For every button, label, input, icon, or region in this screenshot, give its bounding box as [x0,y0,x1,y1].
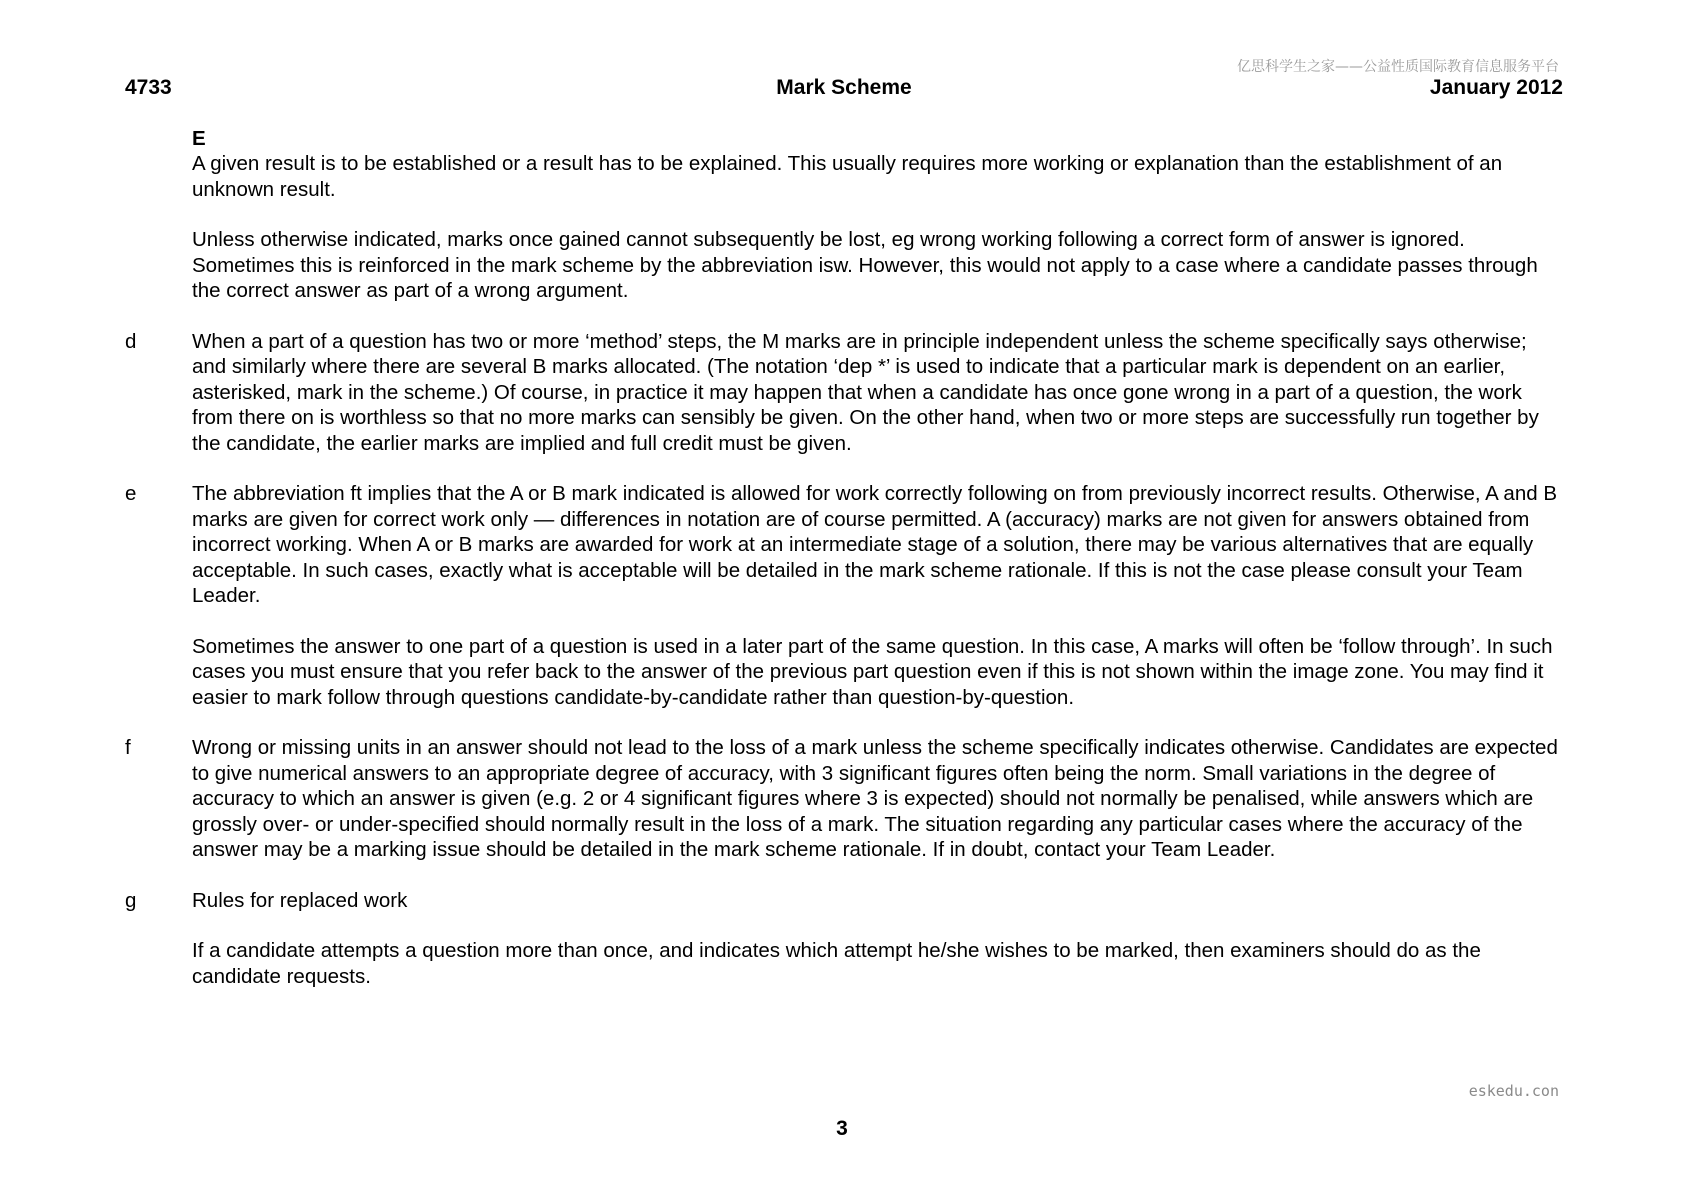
section-body [192,888,1565,990]
unless-paragraph: Unless otherwise indicated, marks once gained cannot subsequently be lost, eg wrong working following a correct form of answer is ignored. Sometimes this is reinforced in the mark scheme by the abbreviation isw. However, this would not apply to a case where a candidate passes through the correct answer as part of a wrong argument. [192,228,1538,302]
page-number: 3 [836,1117,848,1140]
page-header [125,76,1563,104]
paragraph: The abbreviation ft implies that the A or B mark indicated is allowed for work correctly following on from previously incorrect results. Otherwise, A and B marks are given for correct work only — differences in notation are of course permitted. A (accuracy) marks are not given for answers obtained from incorrect working. When A or B marks are awarded for work at an intermediate stage of a solution, there may be various alternatives that are equally acceptable. In such cases, exactly what is acceptable will be detailed in the mark scheme rationale. If this is not the case please consult your Team Leader. [192,482,1557,607]
paragraph: Rules for replaced work [192,888,408,912]
section-marker-f: f [125,736,131,759]
paper-code: 4733 [125,76,172,99]
e-paragraph: A given result is to be established or a result has to be explained. This usually requires more working or explanation than the establishment of an unknown result. [192,152,1503,201]
section-d [125,329,1565,457]
paragraph: Wrong or missing units in an answer should not lead to the loss of a mark unless the scheme specifically indicates otherwise. Candidates are expected to give numerical answers to an appropriate degree of accuracy, with 3 significant figures often being the norm. Small variations in the degree of accuracy to which an answer is given (e.g. 2 or 4 significant figures where 3 is expected) should not normally be penalised, while answers which are grossly over- or under-specified should normally result in the loss of a mark. The situation regarding any particular cases where the accuracy of the answer may be a marking issue should be detailed in the mark scheme rationale. If in doubt, contact your Team Leader. [192,736,1558,861]
page-content [125,126,1565,1014]
section-marker-empty [125,126,192,304]
section-marker-e: e [125,482,137,505]
section-body [192,329,1565,457]
page-title: Mark Scheme [776,76,912,99]
exam-date: January 2012 [1429,76,1563,99]
section-e-heading [125,126,1565,304]
section-body [192,481,1565,710]
paragraph: When a part of a question has two or more ‘method’ steps, the M marks are in principle independent unless the scheme specifically says otherwise; and similarly where there are several B marks allocated. (The notation ‘dep *’ is used to indicate that a particular mark is dependent on an earlier, asterisked, mark in the scheme.) Of course, in practice it may happen that when a candidate has once gone wrong in a part of a question, the work from there on is worthless so that no more marks can sensibly be given. On the other hand, when two or more steps are successfully run together by the candidate, the earlier marks are implied and full credit must be given. [192,329,1539,455]
paragraph: If a candidate attempts a question more than once, and indicates which attempt he/she wishes to be marked, then examiners should do as the candidate requests. [192,939,1481,988]
section-marker-d: d [125,329,137,353]
section-body [192,126,1565,304]
section-f [125,735,1565,863]
e-heading: E [192,127,206,150]
section-e [125,481,1565,710]
bottom-watermark: eskedu.con [1468,1082,1559,1100]
section-g [125,888,1565,990]
section-marker-g: g [125,888,137,912]
paragraph: Sometimes the answer to one part of a question is used in a later part of the same question. In this case, A marks will often be ‘follow through’. In such cases you must ensure that you refer back to the answer of the previous part question even if this is not shown within the image zone. You may find it easier to mark follow through questions candidate-by-candidate rather than question-by-question. [192,634,1553,709]
top-watermark: 亿思科学生之家——公益性质国际教育信息服务平台 [1237,59,1559,75]
section-body [192,735,1565,863]
